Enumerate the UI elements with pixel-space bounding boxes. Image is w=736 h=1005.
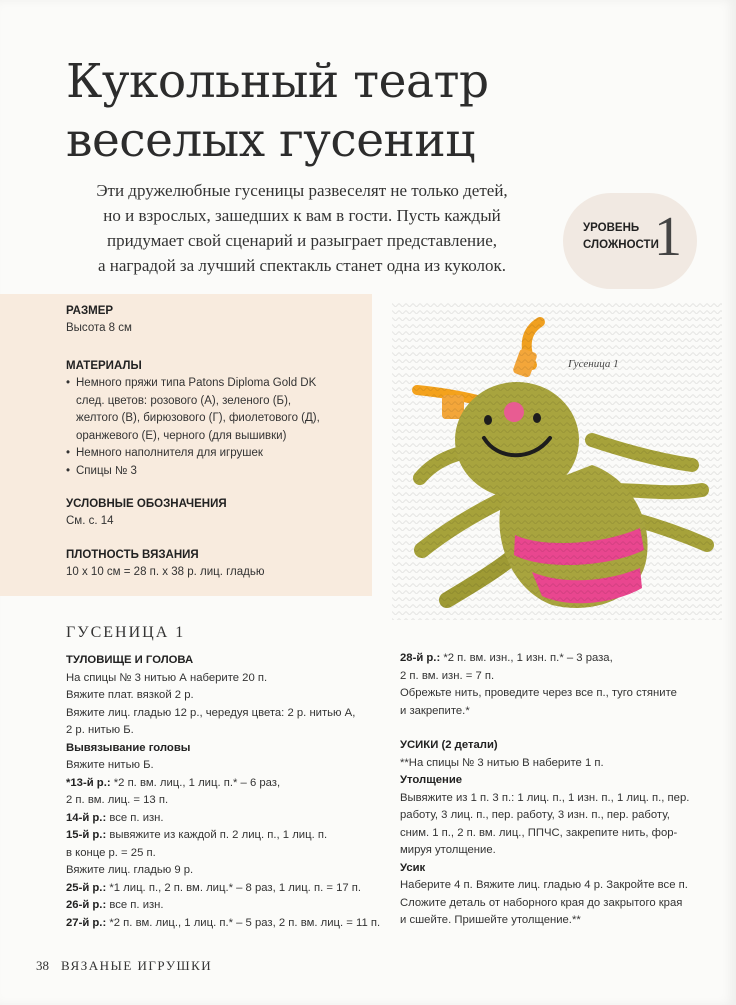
page-number: 38	[36, 958, 49, 973]
intro-line: Эти дружелюбные гусеницы развеселят не только детей,	[96, 181, 508, 200]
spec-heading: ПЛОТНОСТЬ ВЯЗАНИЯ	[66, 549, 199, 561]
spec-heading: УСЛОВНЫЕ ОБОЗНАЧЕНИЯ	[66, 498, 227, 510]
instruction-line: 15-й р.: вывяжите из каждой п. 2 лиц. п., 1 лиц. п.	[66, 829, 328, 841]
instruction-line: 2 р. нитью Б.	[66, 724, 134, 736]
instruction-line: в конце р. = 25 п.	[66, 846, 156, 859]
title-line-2: веселых гусениц	[66, 113, 475, 168]
difficulty-level-label	[583, 220, 659, 254]
right-column-instructions	[400, 650, 689, 930]
spacer	[400, 720, 689, 737]
instruction-line: Наберите 4 п. Вяжите лиц. гладью 4 р. Закройте все п.	[400, 879, 688, 891]
instruction-line: 27-й р.: *2 п. вм. лиц., 1 лиц. п.* – 5 раз, 2 п. вм. лиц. = 11 п.	[66, 916, 381, 929]
row-number: 26-й р.:	[66, 899, 107, 911]
instruction-heading: Вывязывание головы	[66, 741, 191, 754]
instruction-line: 14-й р.: все п. изн.	[66, 811, 164, 824]
row-number: 14-й р.:	[66, 811, 107, 824]
row-number: 25-й р.:	[66, 881, 107, 894]
instruction-line: Вяжите лиц. гладью 9 р.	[66, 864, 194, 876]
section-title: ГУСЕНИЦА 1	[66, 624, 186, 641]
instruction-line: Вывяжите из 1 п. 3 п.: 1 лиц. п., 1 изн. п., 1 лиц. п., пер.	[400, 791, 690, 804]
materials-line: • Спицы № 3	[76, 464, 137, 477]
instruction-line: *13-й р.: *2 п. вм. лиц., 1 лиц. п.* – 6 раз,	[66, 776, 281, 789]
instruction-heading: Утолщение	[400, 774, 463, 786]
instruction-line: 28-й р.: *2 п. вм. изн., 1 изн. п.* – 3 раза,	[400, 652, 613, 664]
instruction-line: 2 п. вм. лиц. = 13 п.	[66, 794, 169, 806]
instruction-line: 25-й р.: *1 лиц. п., 2 п. вм. лиц.* – 8 раз, 1 лиц. п. = 17 п.	[66, 881, 362, 894]
row-number: 27-й р.:	[66, 916, 107, 929]
caterpillar-photo	[392, 300, 722, 620]
spec-gauge	[66, 549, 366, 581]
row-number: 28-й р.:	[400, 652, 441, 664]
intro-line: а наградой за лучший спектакль станет одна из куколок.	[97, 256, 507, 275]
spec-heading: МАТЕРИАЛЫ	[66, 360, 142, 372]
spec-size	[66, 305, 366, 337]
intro-paragraph	[62, 178, 542, 278]
level-label-line-1: УРОВЕНЬ	[583, 222, 640, 234]
materials-line: • Немного наполнителя для игрушек	[76, 447, 263, 459]
materials-item	[66, 375, 366, 445]
instruction-line: 26-й р.: все п. изн.	[66, 899, 164, 911]
instruction-line: Вяжите плат. вязкой 2 р.	[66, 689, 194, 701]
book-title: ВЯЗАНЫЕ ИГРУШКИ	[61, 958, 213, 973]
spec-text: См. с. 14	[66, 515, 114, 527]
spec-symbols	[66, 498, 366, 530]
difficulty-level-number: 1	[654, 206, 682, 268]
spec-heading: РАЗМЕР	[66, 305, 114, 317]
instruction-line: сним. 1 п., 2 п. вм. лиц., ППЧС, закрепите нить, фор-	[400, 826, 678, 839]
materials-line: желтого (В), бирюзового (Г), фиолетового (Д),	[76, 412, 320, 424]
instruction-heading: Усик	[400, 861, 426, 874]
materials-line: оранжевого (Е), черного (для вышивки)	[76, 429, 287, 442]
row-number: *13-й р.:	[66, 776, 111, 789]
level-label-line-2: СЛОЖНОСТИ	[583, 239, 659, 251]
materials-line: • Немного пряжи типа Patons Diploma Gold DK	[76, 377, 317, 389]
intro-line: но и взрослых, зашедших к вам в гости. Пусть каждый	[103, 206, 501, 225]
instruction-heading: УСИКИ (2 детали)	[400, 739, 498, 751]
instruction-line: работу, 3 лиц. п., пер. работу, 3 изн. п., пер. работу,	[400, 809, 670, 821]
row-number: 15-й р.:	[66, 829, 107, 841]
instruction-heading: ТУЛОВИЩЕ И ГОЛОВА	[66, 654, 194, 666]
title-line-1: Кукольный театр	[66, 54, 489, 109]
spec-materials	[66, 360, 366, 480]
difficulty-level-badge	[563, 193, 697, 289]
materials-item	[66, 463, 366, 481]
instruction-line: и сшейте. Пришейте утолщение.**	[400, 914, 581, 926]
spec-text: Высота 8 см	[66, 322, 132, 334]
left-column-instructions	[66, 652, 380, 932]
page-footer	[36, 958, 212, 974]
instruction-line: и закрепите.*	[400, 704, 470, 717]
instruction-line: Сложите деталь от наборного края до закрытого края	[400, 896, 683, 909]
page-title	[66, 52, 626, 170]
spec-text: 10 х 10 см = 28 п. х 38 р. лиц. гладью	[66, 566, 265, 578]
materials-list	[66, 375, 366, 480]
materials-item	[66, 445, 366, 463]
instruction-line: На спицы № 3 нитью А наберите 20 п.	[66, 671, 268, 684]
instruction-line: Вяжите нитью Б.	[66, 759, 154, 771]
instruction-line: **На спицы № 3 нитью В наберите 1 п.	[400, 756, 604, 769]
photo-caption: Гусеница 1	[568, 358, 619, 370]
instruction-line: Обрежьте нить, проведите через все п., туго стяните	[400, 687, 677, 699]
intro-line: придумает свой сценарий и разыграет представление,	[106, 231, 497, 250]
instruction-line: Вяжите лиц. гладью 12 р., чередуя цвета: 2 р. нитью А,	[66, 706, 356, 719]
materials-line: след. цветов: розового (А), зеленого (Б),	[76, 394, 292, 407]
instruction-line: мируя утолщение.	[400, 844, 496, 856]
instruction-line: 2 п. вм. изн. = 7 п.	[400, 669, 495, 682]
